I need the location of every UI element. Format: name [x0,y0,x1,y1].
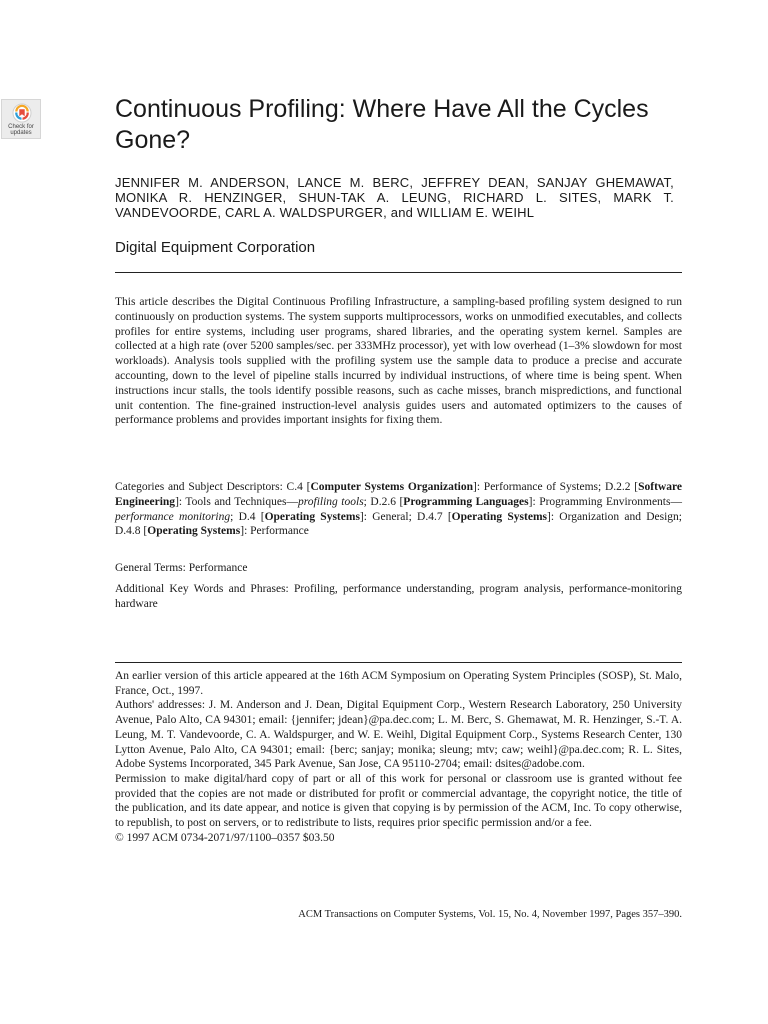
journal-citation-footer: ACM Transactions on Computer Systems, Vol. 15, No. 4, November 1997, Pages 357–390. [298,909,682,920]
categories-and-subject-descriptors: Categories and Subject Descriptors: C.4 [Computer Systems Organization]: Performance of Systems; D.2.2 [Software Engineering]: Tools and Techniques—profiling tools; D.2.6 [Programming Languages]: Programming Environments—performance monitoring; D.4 [Operating Systems]: General; D.4.7 [Operating Systems]: Organization and Design; D.4.8 [Operating Systems]: Performance [115,481,682,538]
authors-addresses: Authors' addresses: J. M. Anderson and J. Dean, Digital Equipment Corp., Western Research Laboratory, 250 University Avenue, Palo Alto, CA 94301; email: {jennifer; jdean}@pa.dec.com; L. M. Berc, S. Ghemawat, M. R. Henzinger, S.-T. A. Leung, M. T. Vandevoorde, C. A. Waldspurger, and W. E. Weihl, Digital Equipment Corp., Systems Research Center, 130 Lytton Avenue, Palo Alto, CA 94301; email: {berc; sanjay; monika; sleung; mtv; caw; weihl}@pa.dec.com; R. L. Sites, Adobe Systems Incorporated, 345 Park Avenue, San Jose, CA 95110-2704; email: dsites@adobe.com. [115,699,682,771]
permission-notice: Permission to make digital/hard copy of part or all of this work for personal or classroom use is granted without fee provided that the copies are not made or distributed for profit or commercial advantage, the copyright notice, the title of the publication, and its date appear, and notice is given that copying is by permission of the ACM, Inc. To copy otherwise, to republish, to post on servers, or to redistribute to lists, requires prior specific permission and/or a fee. [115,772,682,830]
general-terms: General Terms: Performance [115,562,248,574]
affiliation: Digital Equipment Corporation [115,239,316,256]
footnotes [115,669,682,845]
additional-keywords: Additional Key Words and Phrases: Profiling, performance understanding, program analysis, performance-monitoring hardware [115,583,682,610]
abstract: This article describes the Digital Continuous Profiling Infrastructure, a sampling-based profiling system designed to run continuously on production systems. The system supports multiprocessors, works on unmodified executables, and collects profiles for entire systems, including user programs, shared libraries, and the operating system kernel. Samples are collected at a high rate (over 5200 samples/sec. per 333MHz processor), yet with low overhead (1–3% slowdown for most workloads). Analysis tools supplied with the profiling system use the sample data to produce a precise and accurate accounting, down to the level of pipeline stalls incurred by individual instructions, of where time is being spent. When instructions incur stalls, the tools identify possible reasons, such as cache misses, branch mispredictions, and functional unit contention. The fine-grained instruction-level analysis guides users and automated optimizers to the causes of performance problems and provides important insights for fixing them. [115,296,682,427]
check-for-updates-badge[interactable] [1,99,41,139]
crossmark-icon [12,103,32,123]
copyright-line: © 1997 ACM 0734-2071/97/1100–0357 $03.50 [115,831,335,844]
title-separator-rule [115,272,682,273]
article-title: Continuous Profiling: Where Have All the Cycles Gone? [115,95,649,154]
badge-label: Check for updates [8,124,34,136]
footnote-separator-rule [115,662,682,663]
earlier-version-note: An earlier version of this article appeared at the 16th ACM Symposium on Operating System Principles (SOSP), St. Malo, France, Oct., 1997. [115,670,682,697]
author-list: JENNIFER M. ANDERSON, LANCE M. BERC, JEFFREY DEAN, SANJAY GHEMAWAT, MONIKA R. HENZINGER, SHUN-TAK A. LEUNG, RICHARD L. SITES, MARK T. VANDEVOORDE, CARL A. WALDSPURGER, and WILLIAM E. WEIHL [115,175,674,220]
